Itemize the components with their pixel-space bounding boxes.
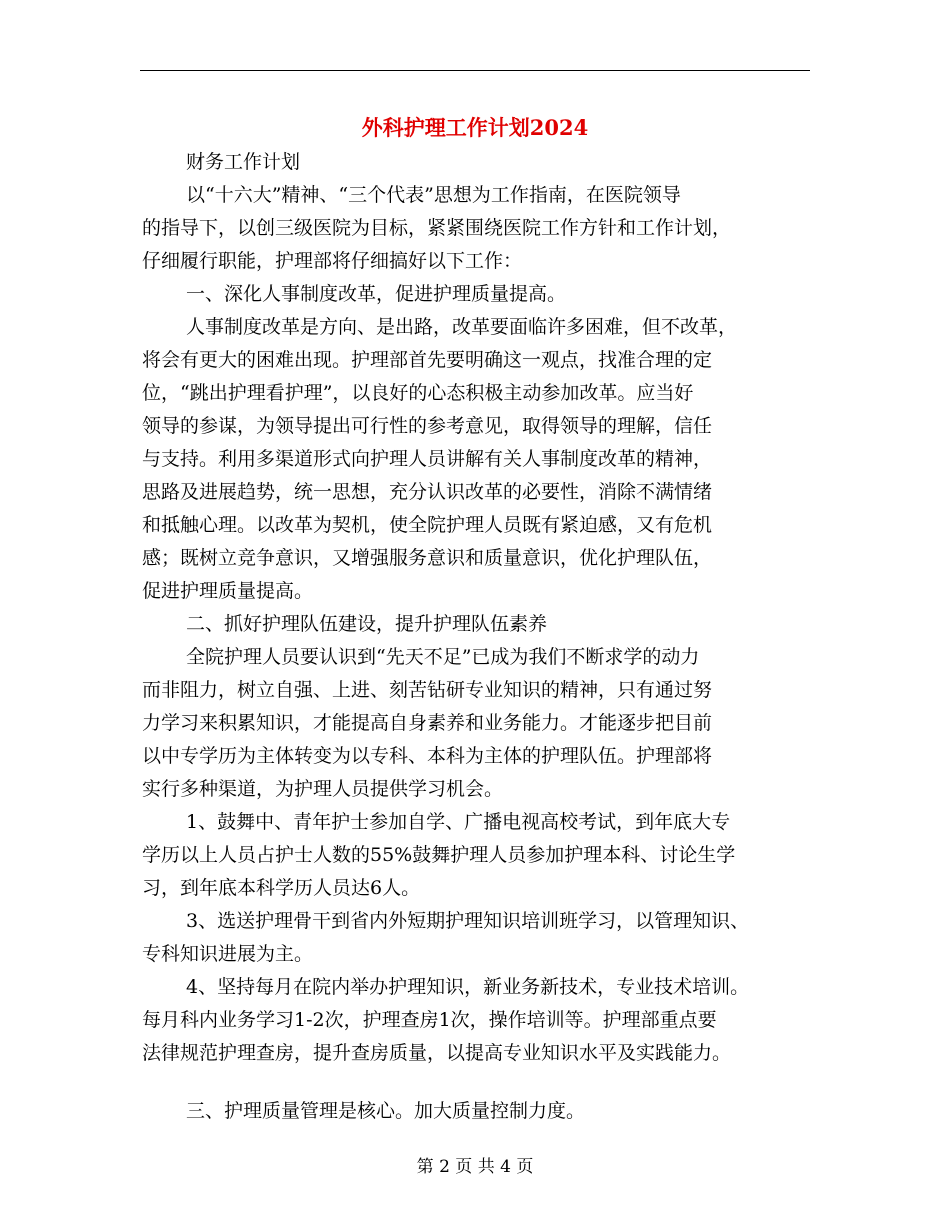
body-line: 力学习来积累知识，才能提高自身素养和业务能力。才能逐步把目前 <box>142 712 713 734</box>
body-line: 仔细履行职能，护理部将仔细搞好以下工作： <box>142 250 523 272</box>
body-line: 促进护理质量提高。 <box>142 580 314 602</box>
body-line: 全院护理人员要认识到“先天不足”已成为我们不断求学的动力 <box>186 646 700 668</box>
body-line: 学历以上人员占护士人数的55%鼓舞护理人员参加护理本科、讨论生学 <box>142 844 736 866</box>
body-line: 思路及进展趋势，统一思想，充分认识改革的必要性，消除不满情绪 <box>142 481 713 503</box>
body-line: 每月科内业务学习1-2次，护理查房1次，操作培训等。护理部重点要 <box>142 1009 717 1031</box>
list-item: 1、鼓舞中、青年护士参加自学、广播电视高校考试，到年底大专 <box>186 811 731 833</box>
list-item: 3、选送护理骨干到省内外短期护理知识培训班学习，以管理知识、 <box>186 910 750 932</box>
list-item: 4、坚持每月在院内举办护理知识，新业务新技术，专业技术培训。 <box>186 976 750 998</box>
body-line: 财务工作计划 <box>186 151 301 173</box>
body-line: 以中专学历为主体转变为以专科、本科为主体的护理队伍。护理部将 <box>142 745 713 767</box>
section-heading: 二、抓好护理队伍建设，提升护理队伍素养 <box>186 613 548 635</box>
document-title: 外科护理工作计划2024 <box>361 115 589 140</box>
body-line: 位，“跳出护理看护理”，以良好的心态积极主动参加改革。应当好 <box>142 382 694 404</box>
body-line: 专科知识进展为主。 <box>142 943 314 965</box>
section-heading: 一、深化人事制度改革，促进护理质量提高。 <box>186 283 567 305</box>
header-rule <box>140 70 810 71</box>
body-line: 的指导下，以创三级医院为目标，紧紧围绕医院工作方针和工作计划， <box>142 217 732 239</box>
body-line: 领导的参谋，为领导提出可行性的参考意见，取得领导的理解，信任 <box>142 415 713 437</box>
body-line: 以“十六大”精神、“三个代表”思想为工作指南，在医院领导 <box>186 184 681 206</box>
body-line: 实行多种渠道，为护理人员提供学习机会。 <box>142 778 504 800</box>
body-line: 与支持。利用多渠道形式向护理人员讲解有关人事制度改革的精神， <box>142 448 713 470</box>
body-line: 将会有更大的困难出现。护理部首先要明确这一观点，找准合理的定 <box>142 349 713 371</box>
page-number: 第 2 页 共 4 页 <box>416 1157 534 1177</box>
body-line: 习，到年底本科学历人员达6人。 <box>142 877 421 899</box>
document-body <box>142 146 812 1128</box>
body-line: 和抵触心理。以改革为契机，使全院护理人员既有紧迫感，又有危机 <box>142 514 713 536</box>
body-line: 感；既树立竞争意识，又增强服务意识和质量意识，优化护理队伍， <box>142 547 713 569</box>
body-line: 而非阻力，树立自强、上进、刻苦钻研专业知识的精神，只有通过努 <box>142 679 713 701</box>
body-line: 人事制度改革是方向、是出路，改革要面临许多困难，但不改革， <box>186 316 738 338</box>
section-heading: 三、护理质量管理是核心。加大质量控制力度。 <box>186 1100 586 1122</box>
body-line: 法律规范护理查房，提升查房质量，以提高专业知识水平及实践能力。 <box>142 1042 732 1064</box>
